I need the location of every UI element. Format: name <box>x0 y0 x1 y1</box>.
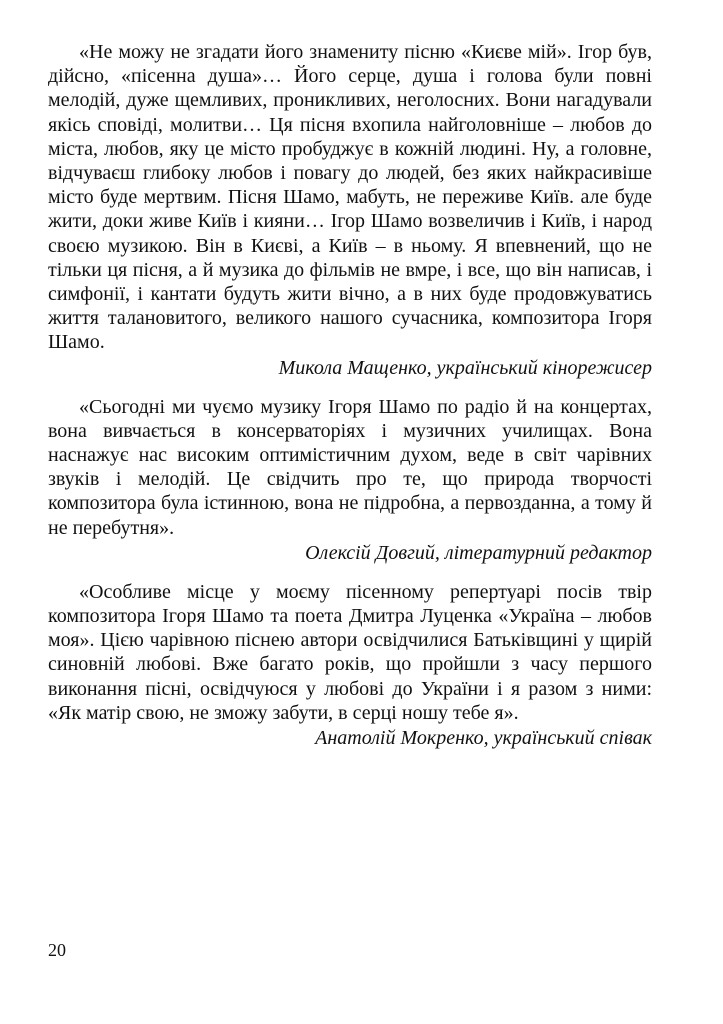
page-number: 20 <box>48 940 66 960</box>
testimonial-block <box>48 395 652 565</box>
testimonial-quote: «Не можу не згадати його знамениту пісню «Києве мій». Ігор був, дійсно, «пісенна душа»… Його серце, душа і голова були повні мелодій, дуже щемливих, проникливих, неголосних. Вони нагадували якісь сповіді, молитви… Ця пісня вхопила найголовніше – любов до міста, любов, яку це місто пробуджує в кожній людині. Ну, а головне, відчуваєш глибоку любов і повагу до людей, без яких найкрасивіше місто буде мертвим. Пісня Шамо, мабуть, не переживе Київ. але буде жити, доки живе Київ і кияни… Ігор Шамо возвеличив і Київ, і народ своєю музикою. Він в Києві, а Київ – в ньому. Я впевнений, що не тільки ця пісня, а й музика до фільмів не вмре, і все, що він написав, і симфонії, і кантати будуть жити вічно, а в них буде продовжуватись життя талановитого, великого нашого сучасника, композитора Ігоря Шамо. <box>48 41 652 354</box>
testimonial-quote: «Сьогодні ми чуємо музику Ігоря Шамо по радіо й на концертах, вона вивчається в консерваторіях і музичних училищах. Вона наснажує нас високим оптимістичним духом, веде в світ чарівних звуків і мелодій. Це свідчить про те, що природа творчості композитора була істинною, вона не підробна, а первозданна, а тому й не перебутня». <box>48 395 652 539</box>
testimonial-quote: «Особливе місце у моєму пісенному репертуарі посів твір композитора Ігоря Шамо та поета Дмитра Луценка «Україна – любов моя». Цією чарівною піснею автори освідчилися Батьківщині у щирій синовній любові. Вже багато років, що пройшли з часу першого виконання пісні, освідчуюся у любові до України і я разом з ними: «Як матір свою, не зможу забути, в серці ношу тебе я». <box>48 580 652 724</box>
testimonial-block <box>48 580 652 750</box>
testimonial-author: Анатолій Мокренко, український співак <box>315 727 652 750</box>
testimonial-author: Микола Мащенко, український кінорежисер <box>278 356 652 379</box>
testimonial-author: Олексій Довгий, літературний редактор <box>305 541 652 564</box>
page-content <box>48 40 652 750</box>
testimonial-block <box>48 40 652 380</box>
